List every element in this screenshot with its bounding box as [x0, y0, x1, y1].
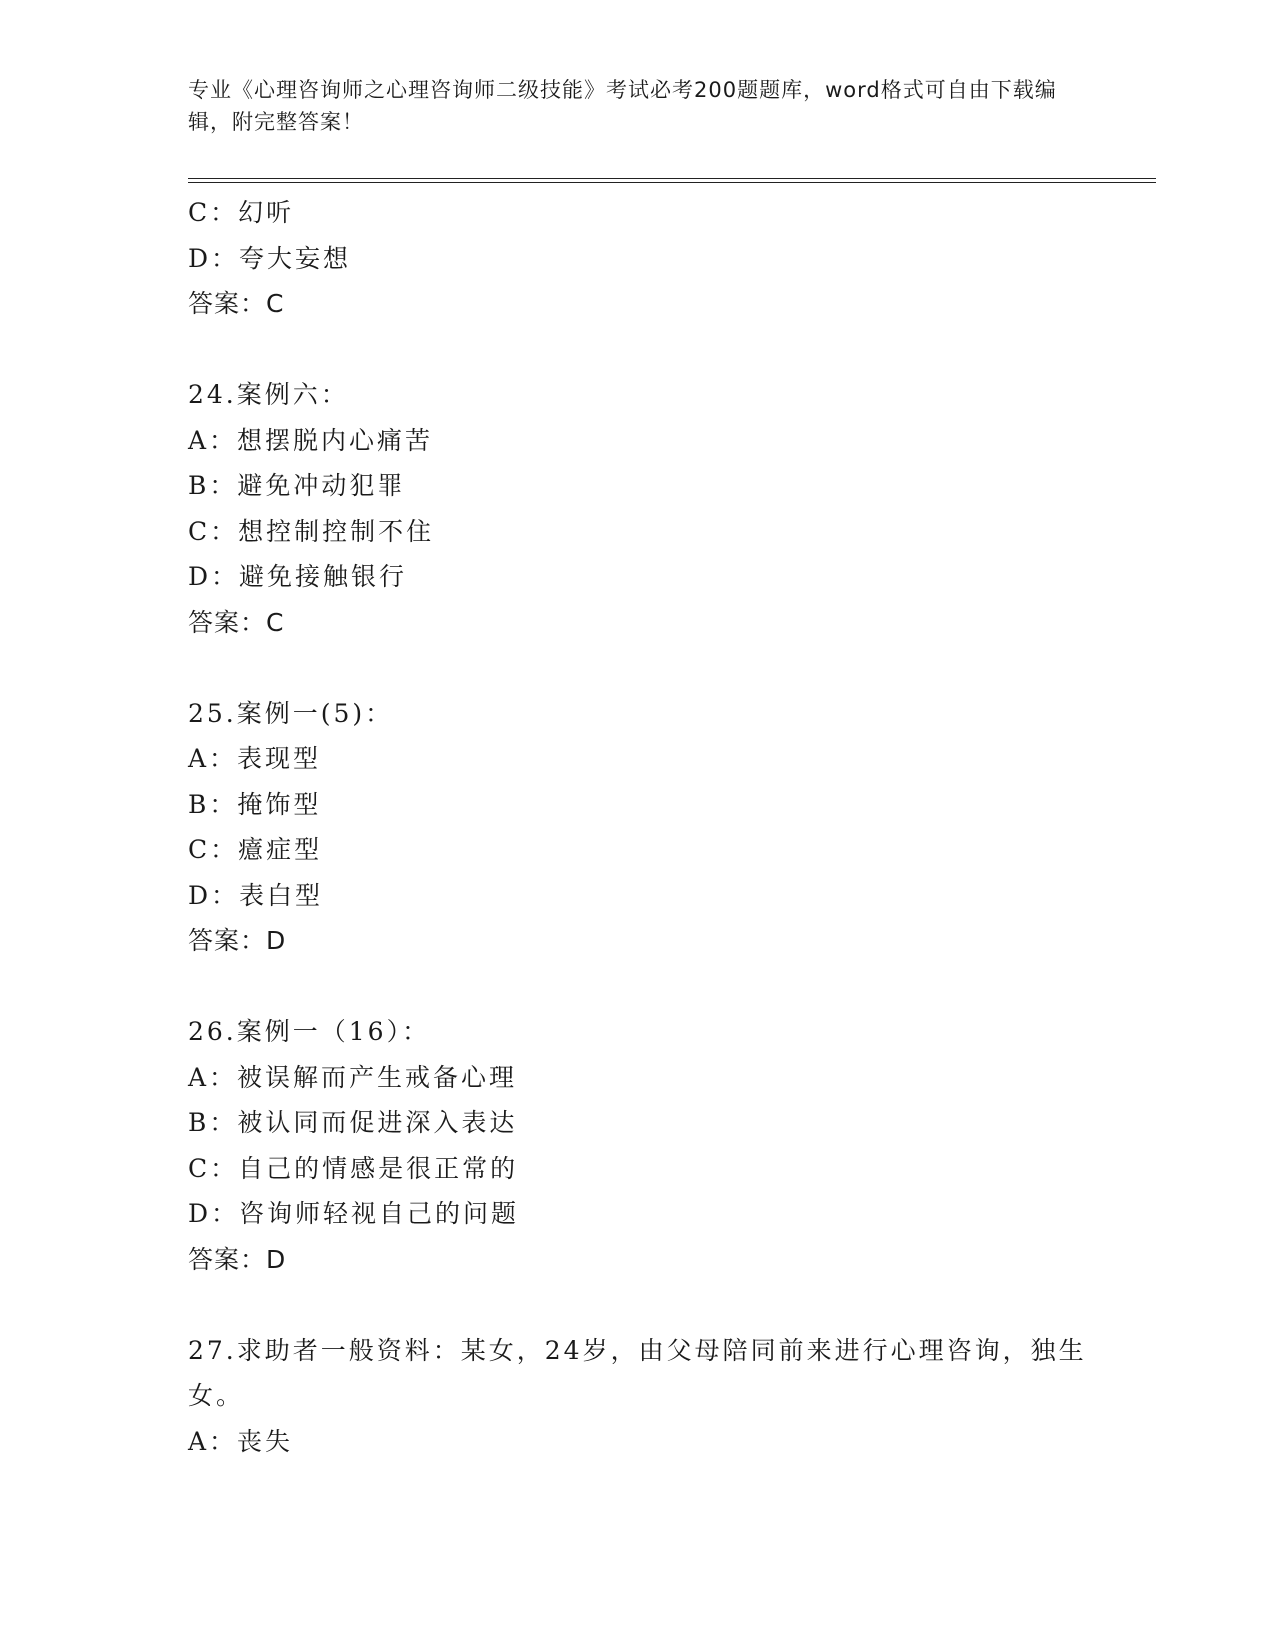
spacer: [188, 645, 1088, 691]
q24-option-a: A：想摆脱内心痛苦: [188, 425, 434, 455]
q25-stem: 25.案例一(5)：: [188, 698, 394, 728]
q26-option-c: C：自己的情感是很正常的: [188, 1153, 519, 1183]
q24-option-d: D：避免接触银行: [188, 562, 408, 591]
question-list: [188, 190, 1088, 1464]
spacer: [188, 327, 1088, 373]
q25-answer: 答案：D: [188, 926, 287, 955]
q27-stem: 27.求助者一般资料：某女，24岁，由父母陪同前来进行心理咨询，独生女。: [188, 1335, 1087, 1410]
q26-option-d: D：咨询师轻视自己的问题: [188, 1199, 520, 1228]
q25-option-d: D：表白型: [188, 880, 324, 910]
q24-stem: 24.案例六：: [188, 380, 349, 409]
q25-option-c: C：癔症型: [188, 835, 323, 864]
document-header: 专业《心理咨询师之心理咨询师二级技能》考试必考200题题库，word格式可自由下载编辑，附完整答案！: [188, 78, 1057, 134]
q25-option-b: B：掩饰型: [188, 789, 322, 819]
q26-option-b: B：被认同而促进深入表达: [188, 1108, 518, 1137]
header-divider: [188, 178, 1156, 183]
q26-option-a: A：被误解而产生戒备心理: [188, 1062, 518, 1092]
q23-answer: 答案：C: [188, 289, 285, 318]
q23-option-c: C：幻听: [188, 198, 295, 227]
q27-option-a: A：丧失: [188, 1426, 294, 1456]
q24-answer: 答案：C: [188, 607, 285, 637]
q24-option-b: B：避免冲动犯罪: [188, 471, 406, 500]
q23-option-d: D：夸大妄想: [188, 243, 352, 273]
q24-option-c: C：想控制控制不住: [188, 516, 435, 546]
q26-stem: 26.案例一（16）：: [188, 1017, 431, 1046]
spacer: [188, 1282, 1088, 1328]
q26-answer: 答案：D: [188, 1244, 287, 1274]
q25-option-a: A：表现型: [188, 744, 322, 773]
spacer: [188, 964, 1088, 1010]
